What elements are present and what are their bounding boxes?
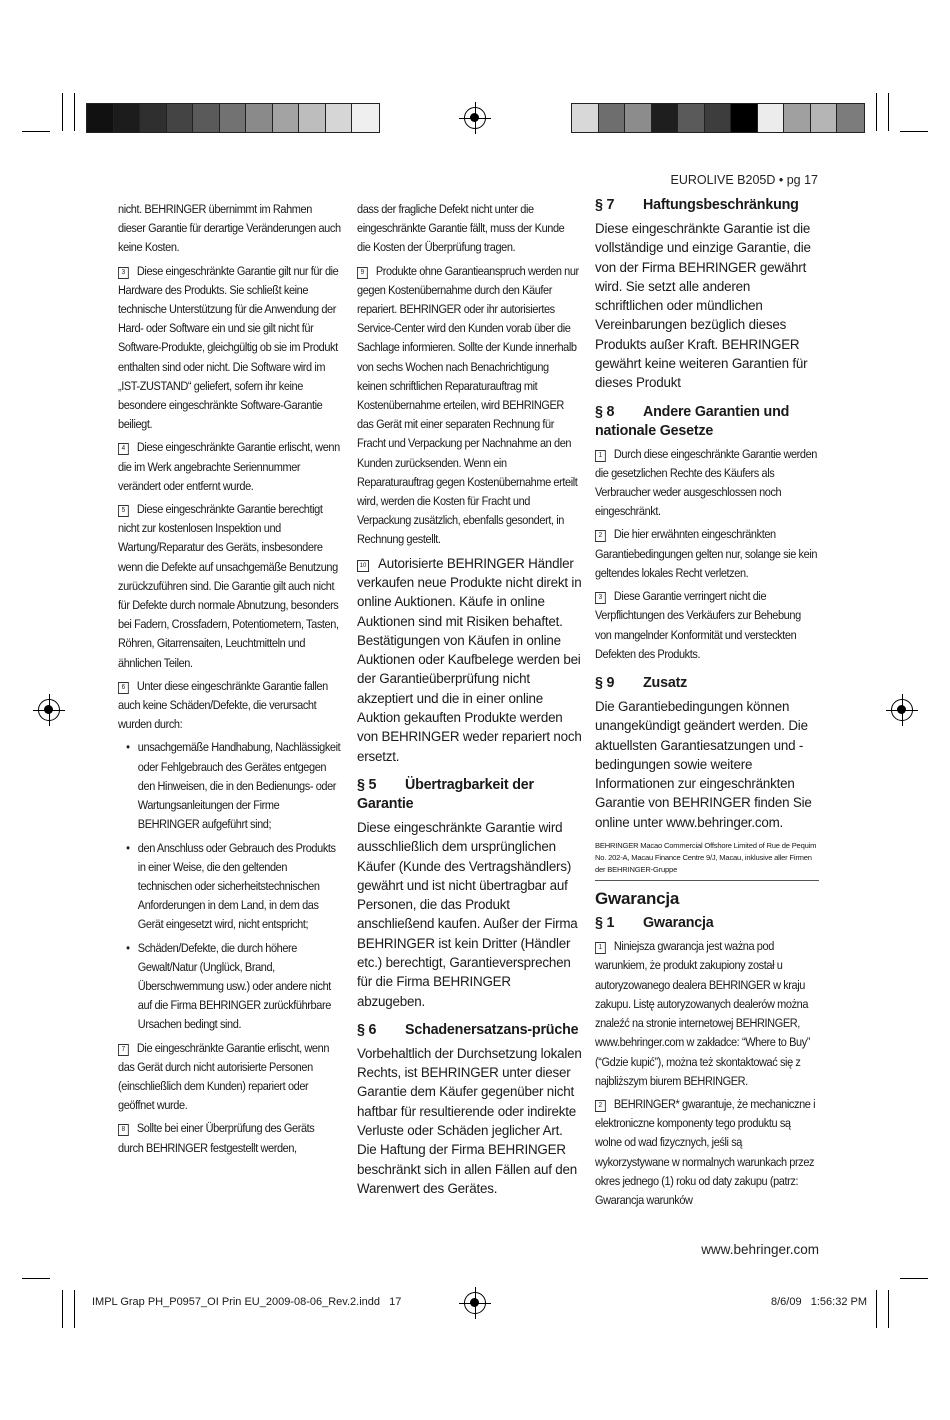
color-swatch (114, 104, 141, 132)
color-swatch (625, 104, 652, 132)
color-swatch (784, 104, 811, 132)
crop-mark (74, 93, 75, 131)
paragraph: 7 Die eingeschränkte Garantie erlischt, wenn das Gerät durch nicht autorisierte Personen (einschließlich dem Kunden) repariert oder geöffnet wurde. (118, 1040, 330, 1113)
crop-mark (62, 1290, 63, 1328)
color-bar-left (86, 103, 380, 133)
paragraph: 4 Diese eingeschränkte Garantie erlischt, wenn die im Werk angebrachte Seriennummer verändert oder entfernt wurde. (118, 440, 340, 493)
paragraph: 5 Diese eingeschränkte Garantie berechtigt nicht zur kostenlosen Inspektion und Wartung/Reparatur des Geräts, insbesondere wenn die Defekte auf unsachgemäße Benutzung zurückzuführen sind. Die Garantie gilt auch nicht für Defekte durch normale Abnutzung, besonders bei Fadern, Crossfadern, Potentiometern, Tasten, Röhren, Gitarrensaiten, Leuchtmitteln und ähnlichen Teilen. (118, 502, 339, 670)
column-3 (595, 196, 819, 1214)
crop-mark (888, 1290, 889, 1328)
crop-mark (62, 93, 63, 131)
paragraph: Diese eingeschränkte Garantie wird ausschließlich dem ursprünglichen Käufer (Kunde des Vertragshändlers) gewährt und ist nicht übertragbar auf Personen, die das Produkt anschließend kaufen. Außer der Firma BEHRINGER ist kein Dritter (Händler etc.) berechtigt, Garantieversprechen für die Firma BEHRINGER abzugeben. (357, 819, 578, 1009)
company-note: BEHRINGER Macao Commercial Offshore Limited of Rue de Pequim No. 202-A, Macau Finance Centre 9/J, Macau, inklusive aller Firmen der BEHRINGER-Gruppe (595, 840, 819, 881)
crop-mark (22, 131, 50, 132)
list-item: • Schäden/Defekte, die durch höhere Gewalt/Natur (Unglück, Brand, Überschwemmung usw.) oder andere nicht auf die Firma BEHRINGER zurückführbare Ursachen bedingt sind. (118, 939, 341, 1035)
section-heading: § 6 Schadenersatzans-prüche (357, 1021, 579, 1038)
color-swatch (599, 104, 626, 132)
registration-mark-icon (891, 699, 913, 721)
registration-mark-icon (464, 107, 486, 129)
color-swatch (273, 104, 300, 132)
crop-mark (876, 93, 877, 131)
color-bar-right (571, 103, 865, 133)
crop-mark (22, 1278, 50, 1279)
color-swatch (652, 104, 679, 132)
paragraph: nicht. BEHRINGER übernimmt im Rahmen dieser Garantie für derartige Veränderungen auch keine Kosten. (118, 202, 341, 255)
paragraph: 2 Die hier erwähnten eingeschränkten Garantiebedingungen gelten nur, solange sie kein geltendes lokales Recht verletzen. (595, 527, 818, 580)
item-number: 3 (595, 592, 606, 604)
paragraph: Vorbehaltlich der Durchsetzung lokalen Rechts, ist BEHRINGER unter dieser Garantie dem Käufer gegenüber nicht haftbar für resultierende oder indirekte Verluste oder Schäden jeglicher Art. Die Haftung der Firma BEHRINGER beschränkt sich in allen Fällen auf den Warenwert des Gerätes. (357, 1045, 582, 1196)
color-swatch (246, 104, 273, 132)
item-number: 2 (595, 530, 606, 542)
item-number: 2 (595, 1100, 606, 1112)
item-number: 1 (595, 942, 606, 954)
section-heading: § 5 Übertragbarkeit der Garantie (357, 776, 534, 812)
item-number: 9 (357, 267, 368, 279)
color-swatch (758, 104, 785, 132)
color-swatch (220, 104, 247, 132)
slug-timestamp: 8/6/09 1:56:32 PM (770, 1296, 867, 1308)
paragraph: 3 Diese Garantie verringert nicht die Verpflichtungen des Verkäufers zur Behebung von mangelnder Konformität und versteckten Defekten des Produkts. (595, 589, 801, 661)
crop-mark (900, 131, 928, 132)
color-swatch (352, 104, 379, 132)
registration-mark-icon (38, 699, 60, 721)
color-swatch (140, 104, 167, 132)
list-item: • den Anschluss oder Gebrauch des Produkts in einer Weise, die den geltenden technischen oder sicherheitstechnischen Anforderungen in dem Land, in dem das Gerät eingesetzt wird, nicht entspricht; (118, 839, 341, 935)
paragraph: Die Garantiebedingungen können unangekündigt geändert werden. Die aktuellsten Garantiesatzungen und -bedingungen sowie weitere Informationen zur eingeschränkten Garantie von BEHRINGER finden Sie online unter www.behringer.com. (595, 698, 812, 830)
color-swatch (811, 104, 838, 132)
item-number: 1 (595, 450, 606, 462)
running-header: EUROLIVE B205D • pg 17 (670, 173, 818, 187)
crop-mark (74, 1290, 75, 1328)
slug-filename: IMPL Grap PH_P0957_OI Prin EU_2009-08-06_Rev.2.indd 17 (92, 1296, 402, 1308)
color-swatch (326, 104, 353, 132)
language-heading: Gwarancja (595, 888, 680, 908)
paragraph: 1 Niniejsza gwarancja jest ważna pod warunkiem, że produkt zakupiony został u autoryzowanego dealera BEHRINGER w kraju zakupu. Listę autoryzowanych dealerów można znaleźć na stronie internetowej BEHRINGER, www.behringer.com w zakładce: “Where to Buy” (“Gdzie kupić”), można też skontaktować się z najbliższym biurem BEHRINGER. (595, 939, 811, 1088)
paragraph: dass der fragliche Defekt nicht unter die eingeschränkte Garantie fällt, muss der Kunde die Kosten der Überprüfung tragen. (357, 202, 565, 255)
column-2 (357, 200, 582, 1202)
color-swatch (705, 104, 732, 132)
item-number: 7 (118, 1044, 129, 1056)
section-heading: § 8 Andere Garantien und nationale Gesetze (595, 403, 790, 439)
paragraph: Diese eingeschränkte Garantie ist die vollständige und einzige Garantie, die von der Firma BEHRINGER gewährt wird. Sie setzt alle anderen schriftlichen oder mündlichen Vereinbarungen bezüglich dieses Produkts außer Kraft. BEHRINGER gewährt keine weiteren Garantien für dieses Produkt (595, 221, 811, 391)
color-swatch (87, 104, 114, 132)
paragraph: 9 Produkte ohne Garantieanspruch werden nur gegen Kostenübernahme durch den Käufer repariert. BEHRINGER oder ihr autorisiertes Service-Center wird den Kunden vorab über die Sachlage informieren. Sollte der Kunde innerhalb von sechs Wochen nach Benachrichtigung keinen schriftlichen Reparaturauftrag mit Kostenübernahme erteilen, wird BEHRINGER das Gerät mit einer separaten Rechnung für Fracht und Verpackung per Nachnahme an den Kunden zurücksenden. Wenn ein Reparaturauftrag gegen Kostenübernahme erteilt wird, werden die Kosten für Fracht und Verpackung zusätzlich, ebenfalls gesondert, in Rechnung gestellt. (357, 263, 579, 547)
color-swatch (837, 104, 864, 132)
item-number: 10 (357, 560, 369, 572)
item-number: 8 (118, 1124, 129, 1136)
color-swatch (167, 104, 194, 132)
section-heading: § 9 Zusatz (595, 674, 688, 691)
color-swatch (299, 104, 326, 132)
crop-mark (876, 1290, 877, 1328)
item-number: 6 (118, 682, 129, 694)
list-item: • unsachgemäße Handhabung, Nachlässigkeit oder Fehlgebrauch des Gerätes entgegen den Hinweisen, die in den Bedienungs- oder Wartungsanleitungen der Firme BEHRINGER aufgeführt sind; (118, 738, 341, 834)
paragraph: 10 Autorisierte BEHRINGER Händler verkaufen neue Produkte nicht direkt in online Auktionen. Käufe in online Auktionen sind mit Risiken behaftet. Bestätigungen von Käufen in online Auktionen oder Kaufbelege werden bei der Garantieüberprüfung nicht akzeptiert und die in einer online Auktion gekauften Produkte werden von BEHRINGER weder repariert noch ersetzt. (357, 555, 582, 764)
item-number: 3 (118, 267, 129, 279)
column-1 (118, 200, 341, 1162)
crop-mark (888, 93, 889, 131)
item-number: 4 (118, 443, 129, 455)
paragraph: 3 Diese eingeschränkte Garantie gilt nur für die Hardware des Produkts. Sie schließt keine technische Unterstützung für die Anwendung der Hard- oder Software ein und sie gilt nicht für Software-Produkte, gleichgültig ob sie im Produkt enthalten sind oder nicht. Die Software wird im „IST-ZUSTAND“ geliefert, sofern ihr keine besondere eingeschränkte Software-Garantie beiliegt. (118, 263, 339, 432)
paragraph: 8 Sollte bei einer Überprüfung des Geräts durch BEHRINGER festgestellt werden, (118, 1121, 315, 1155)
registration-mark-icon (464, 1292, 486, 1314)
section-heading: § 7 Haftungsbeschränkung (595, 197, 799, 213)
color-swatch (731, 104, 758, 132)
paragraph: 6 Unter diese eingeschränkte Garantie fallen auch keine Schäden/Defekte, die verursacht wurden durch: (118, 678, 328, 732)
item-number: 5 (118, 505, 129, 517)
color-swatch (678, 104, 705, 132)
paragraph: 2 BEHRINGER* gwarantuje, że mechaniczne i elektroniczne komponenty tego produktu są wolne od wad fizycznych, jeśli są wykorzystywane w normalnych warunkach przez okres jednego (1) roku od daty zakupu (patrz: Gwarancja warunków (595, 1096, 816, 1207)
color-swatch (193, 104, 220, 132)
footer-url: www.behringer.com (701, 1242, 819, 1257)
paragraph: 1 Durch diese eingeschränkte Garantie werden die gesetzlichen Rechte des Käufers als Verbraucher weder ausgeschlossen noch eingeschränkt. (595, 446, 818, 519)
section-heading: § 1 Gwarancja (595, 915, 714, 932)
color-swatch (572, 104, 599, 132)
crop-mark (900, 1278, 928, 1279)
